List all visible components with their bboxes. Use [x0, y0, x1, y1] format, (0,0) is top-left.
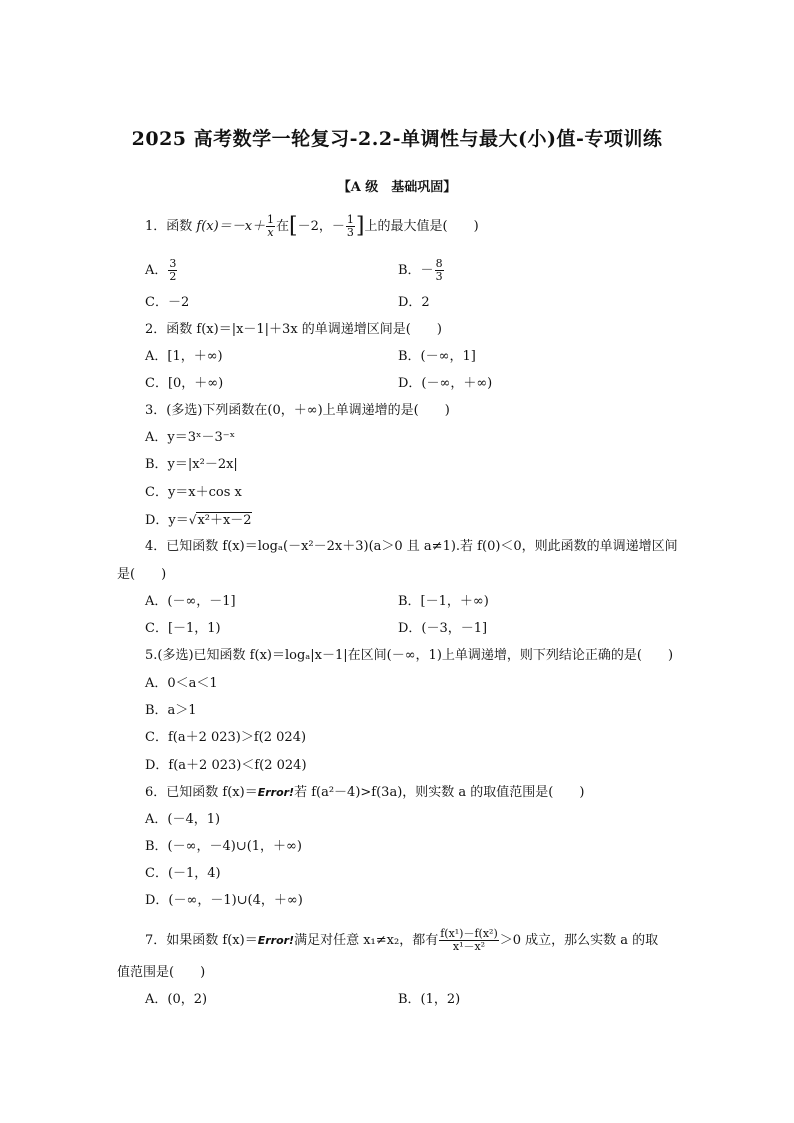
- q2-option-c: C．[0，＋∞): [145, 376, 224, 391]
- page-title: 2025 高考数学一轮复习-2.2-单调性与最大(小)值-专项训练: [131, 128, 663, 150]
- question-6-stem: 6．已知函数 f(x)＝Error!若 f(a²－4)>f(3a)，则实数 a 的取值范围是( ): [145, 785, 585, 800]
- q5-option-a: A．0＜a＜1: [145, 676, 218, 691]
- q3-option-a: A．y＝3ˣ－3⁻ˣ: [145, 430, 236, 445]
- q5-option-b: B．a＞1: [145, 703, 197, 718]
- q6-option-c: C．(－1，4): [145, 866, 221, 881]
- q3-option-b: B．y＝|x²－2x|: [145, 457, 238, 472]
- q1-option-a: A． $\frac{3}{2}$: [145, 257, 177, 283]
- q1-option-d: D．2: [398, 295, 430, 310]
- fraction: $\frac{1}{x}$: [267, 213, 275, 239]
- error-field: Error!: [257, 786, 295, 799]
- q1-option-b: B．－ $\frac{8}{3}$: [398, 257, 443, 283]
- q3-option-c: C．y＝x＋cos x: [145, 485, 242, 500]
- fraction: $\frac{\text{f(x¹)－f(x²)}}{\text{x¹－x²}}$: [440, 927, 498, 953]
- q3-option-d: D．y＝√x²＋x－2: [145, 513, 252, 528]
- fraction: $\frac{8}{3}$: [435, 257, 443, 283]
- q4-option-c: C．[－1，1): [145, 621, 221, 636]
- q7-option-a: A．(0，2): [145, 992, 208, 1007]
- q2-option-d: D．(－∞，＋∞): [398, 376, 493, 391]
- q4-option-b: B．[－1，＋∞): [398, 594, 489, 609]
- q2-option-a: A．[1，＋∞): [145, 349, 223, 364]
- question-7-stem: 7．如果函数 f(x)＝Error!满足对任意 x₁≠x₂，都有 $\frac{\text{f(x¹)－f(x²)}}{\text{x¹－x²}}$ ＞0 成立，那么实数 a 的取: [145, 927, 659, 953]
- q5-option-d: D．f(a＋2 023)＜f(2 024): [145, 758, 307, 773]
- q5-option-c: C．f(a＋2 023)＞f(2 024): [145, 730, 307, 745]
- question-7-stem-cont: 值范围是( ): [117, 965, 206, 980]
- question-2-stem: 2．函数 f(x)＝|x－1|＋3x 的单调递增区间是( ): [145, 322, 442, 337]
- fraction: $\frac{1}{3}$: [346, 213, 354, 239]
- q4-option-d: D．(－3，－1]: [398, 621, 488, 636]
- error-field: Error!: [257, 934, 295, 947]
- q7-option-b: B．(1，2): [398, 992, 461, 1007]
- question-1-stem: 1．函数 f(x)＝－x＋ $\frac{1}{x}$ 在[－2，－ $\frac{1}{3}$ ]上的最大值是( ): [145, 213, 479, 239]
- question-5-stem: 5.(多选)已知函数 f(x)＝logₐ|x－1|在区间(－∞，1)上单调递增，则下列结论正确的是( ): [145, 648, 674, 663]
- radicand: x²＋x－2: [197, 513, 252, 528]
- question-4-stem-cont: 是( ): [117, 567, 167, 582]
- q6-option-b: B．(－∞，－4)∪(1，＋∞): [145, 839, 302, 854]
- question-3-stem: 3．(多选)下列函数在(0，＋∞)上单调递增的是( ): [145, 403, 450, 418]
- q2-option-b: B．(－∞，1]: [398, 349, 476, 364]
- q4-option-a: A．(－∞，－1]: [145, 594, 236, 609]
- q1-option-c: C．－2: [145, 295, 190, 310]
- q6-option-a: A．(－4，1): [145, 812, 221, 827]
- section-heading: 【A 级 基础巩固】: [337, 180, 457, 195]
- fraction: $\frac{3}{2}$: [169, 257, 177, 283]
- q6-option-d: D．(－∞，－1)∪(4，＋∞): [145, 893, 303, 908]
- question-4-stem: 4．已知函数 f(x)＝logₐ(－x²－2x＋3)(a＞0 且 a≠1).若 f(0)＜0，则此函数的单调递增区间: [145, 539, 678, 554]
